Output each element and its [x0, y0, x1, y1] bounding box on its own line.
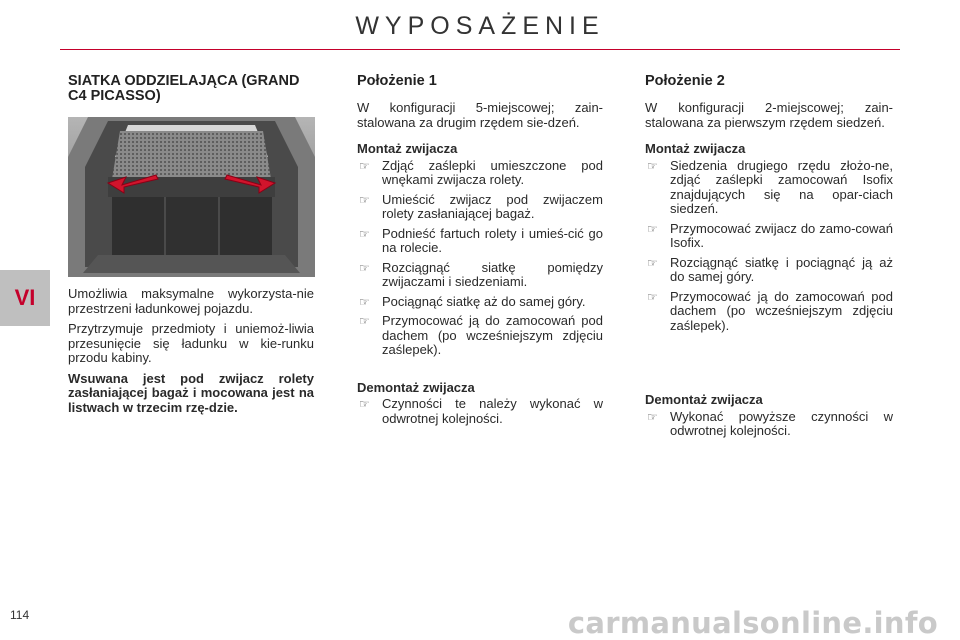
mount-steps-list	[645, 159, 893, 334]
pointing-hand-icon: ☞	[647, 255, 658, 270]
position-1-intro: W konfiguracji 5-miejscowej; zain-stalowana za drugim rzędem sie-dzeń.	[357, 100, 603, 130]
section-heading: SIATKA ODDZIELAJĄCA (GRAND C4 PICASSO)	[68, 73, 300, 104]
position-1-column	[357, 74, 603, 431]
pointing-hand-icon: ☞	[647, 409, 658, 424]
dismount-heading: Demontaż zwijacza	[357, 379, 475, 395]
header-divider	[60, 49, 900, 50]
position-1-heading: Położenie 1	[357, 73, 437, 89]
list-item: ☞ Czynności te należy wykonać w odwrotnej kolejności.	[359, 396, 603, 426]
description-paragraph: Umożliwia maksymalne wykorzysta-nie przestrzeni ładunkowej pojazdu.	[68, 286, 314, 316]
cargo-net-photo	[68, 117, 315, 277]
pointing-hand-icon: ☞	[647, 289, 658, 304]
list-item: ☞ Podnieść fartuch rolety i umieś-cić go na rolecie.	[359, 225, 603, 255]
mount-steps-list	[357, 159, 603, 358]
position-2-column	[645, 74, 893, 444]
dismount-heading: Demontaż zwijacza	[645, 392, 763, 407]
pointing-hand-icon: ☞	[647, 221, 658, 236]
position-2-heading: Położenie 2	[645, 73, 725, 89]
pointing-hand-icon: ☞	[359, 158, 370, 173]
mount-heading: Montaż zwijacza	[357, 141, 458, 156]
pointing-hand-icon: ☞	[359, 226, 370, 241]
list-item: ☞ Przymocować ją do zamocowań pod dachem (po wcześniejszym zdjęciu zaślepek).	[359, 313, 603, 357]
list-item: ☞ Siedzenia drugiego rzędu złożo-ne, zdjąć zaślepki zamocowań Isofix znajdujących się na opar-ciach siedzeń.	[647, 157, 893, 216]
chapter-tab[interactable]: VI	[0, 270, 50, 326]
pointing-hand-icon: ☞	[359, 294, 370, 309]
watermark: carmanualsonline.info	[567, 606, 938, 640]
pointing-hand-icon: ☞	[359, 397, 370, 411]
left-column	[68, 74, 314, 421]
pointing-hand-icon: ☞	[359, 192, 370, 207]
list-item: ☞ Przymocować zwijacz do zamo-cowań Isofix.	[647, 220, 893, 250]
dismount-steps-list	[357, 397, 603, 426]
list-item: ☞ Zdjąć zaślepki umieszczone pod wnękami zwijacza rolety.	[359, 157, 603, 187]
list-item: ☞ Wykonać powyższe czynności w odwrotnej kolejności.	[647, 408, 893, 438]
pointing-hand-icon: ☞	[359, 260, 370, 275]
list-item: ☞ Przymocować ją do zamocowań pod dachem (po wcześniejszym zdjęciu zaślepek).	[647, 288, 893, 333]
page-number: 114	[10, 608, 30, 622]
pointing-hand-icon: ☞	[359, 314, 370, 328]
mount-heading: Montaż zwijacza	[645, 141, 746, 156]
list-item: ☞ Umieścić zwijacz pod zwijaczem rolety zasłaniającej bagaż.	[359, 191, 603, 221]
list-item: ☞ Rozciągnąć siatkę pomiędzy zwijaczami i siedzeniami.	[359, 259, 603, 289]
list-item: ☞ Pociągnąć siatkę aż do samej góry.	[359, 293, 586, 309]
trunk-illustration	[68, 117, 315, 277]
dismount-steps-list	[645, 410, 893, 439]
pointing-hand-icon: ☞	[647, 158, 658, 173]
description-paragraph: Przytrzymuje przedmioty i uniemoż-liwia przesunięcie się ładunku w kie-runku przodu kabiny.	[68, 321, 314, 365]
description-bold-paragraph: Wsuwana jest pod zwijacz rolety zasłaniającej bagaż i mocowana jest na listwach w trzecim rzę-dzie.	[68, 370, 314, 415]
page-title: WYPOSAŻENIE	[355, 12, 605, 40]
list-item: ☞ Rozciągnąć siatkę i pociągnąć ją aż do samej góry.	[647, 254, 893, 284]
position-2-intro: W konfiguracji 2-miejscowej; zain-stalowana za pierwszym rzędem siedzeń.	[645, 100, 893, 130]
